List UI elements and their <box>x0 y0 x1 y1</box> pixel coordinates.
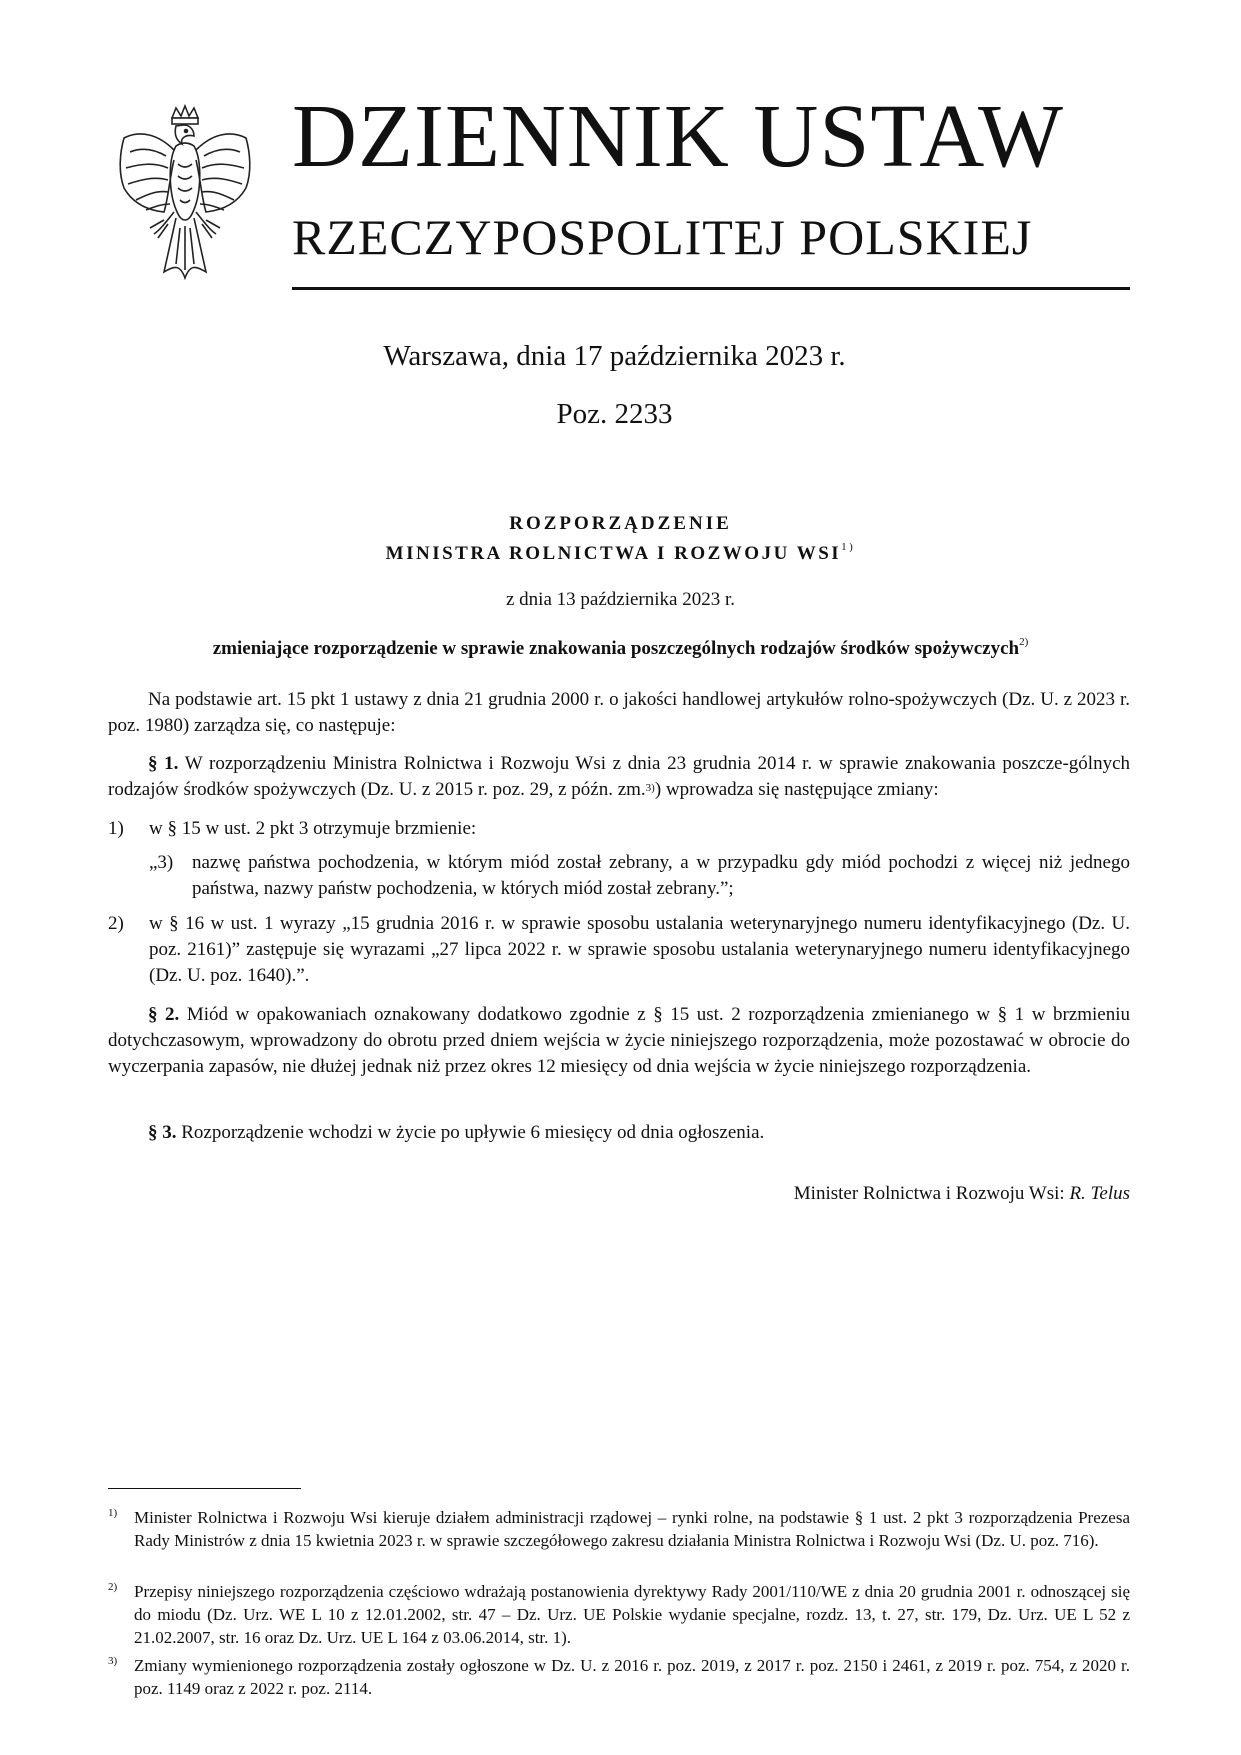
footnote-text: Minister Rolnictwa i Rozwoju Wsi kieruje działem administracji rządowej – rynki rolne, na podstawie § 1 ust. 2 pkt 3 rozporządzenia Prezesa Rady Ministrów z dnia 15 kwietnia 2023 r. w sprawie szczegółowego zakresu działania Ministra Rolnictwa i Rozwoju Wsi (Dz. U. poz. 716). <box>134 1508 1130 1550</box>
footnote-mark: 2) <box>108 1581 118 1593</box>
act-type: ROZPORZĄDZENIE <box>509 513 732 534</box>
act-authority <box>0 543 1241 565</box>
section-1-label: § 1. <box>148 753 179 774</box>
footnote-ref-3: 3) <box>645 782 655 794</box>
preamble <box>108 687 1130 739</box>
footnote-mark: 1) <box>108 1507 118 1519</box>
section-2-paragraph <box>108 1002 1130 1080</box>
section-1-paragraph <box>108 751 1130 803</box>
section-2-text: Miód w opakowaniach oznakowany dodatkowo zgodnie z § 15 ust. 2 rozporządzenia zmienianego w § 1 w brzmieniu dotychczasowym, wprowadzony do obrotu przed dniem wejścia w życie niniejszego rozporządzenia, może pozostawać w obrocie do wyczerpania zapasów, nie dłużej jednak niż przez okres 12 miesięcy od dnia wejścia w życie niniejszego rozporządzenia. <box>108 1004 1130 1077</box>
amendment-number: 1) <box>108 818 124 839</box>
section-2 <box>108 1002 1130 1080</box>
footnote-mark: 3) <box>108 1655 118 1667</box>
act-date: z dnia 13 października 2023 r. <box>506 589 735 610</box>
section-1-text-b: ) wprowadza się następujące zmiany: <box>654 779 939 800</box>
quoted-provision <box>149 850 1130 902</box>
quoted-point-number: „3) <box>149 852 174 873</box>
footnote-text: Zmiany wymienionego rozporządzenia zostały ogłoszone w Dz. U. z 2016 r. poz. 2019, z 2017 r. poz. 2150 i 2461, z 2019 r. poz. 754, z 2020 r. poz. 1149 oraz z 2022 r. poz. 2114. <box>134 1656 1130 1698</box>
footnote-2 <box>108 1580 1130 1649</box>
section-3 <box>108 1120 1130 1146</box>
preamble-text: Na podstawie art. 15 pkt 1 ustawy z dnia 21 grudnia 2000 r. o jakości handlowej artykułów rolno-spożywczych (Dz. U. z 2023 r. poz. 1980) zarządza się, co następuje: <box>108 689 1130 736</box>
footnote-ref-2: 2) <box>1019 636 1029 648</box>
polish-eagle-emblem-icon <box>110 104 260 284</box>
quoted-point-text: nazwę państwa pochodzenia, w którym miód został zebrany, a w przypadku gdy miód pochodzi z więcej niż jednego państwa, nazwy państw pochodzenia, w których miód został zebrany.”; <box>192 852 1130 899</box>
journal-title: DZIENNIK USTAW <box>292 87 1064 186</box>
section-2-label: § 2. <box>148 1004 180 1025</box>
section-3-text: Rozporządzenie wchodzi w życie po upływie 6 miesięcy od dnia ogłoszenia. <box>181 1122 765 1143</box>
masthead-divider <box>292 287 1130 290</box>
signatory-role: Minister Rolnictwa i Rozwoju Wsi: <box>793 1183 1065 1204</box>
issue-place-date: Warszawa, dnia 17 października 2023 r. <box>383 340 846 372</box>
signatory-name: R. Telus <box>1069 1183 1130 1204</box>
section-1 <box>108 751 1130 803</box>
footnote-ref-1: 1) <box>841 541 856 553</box>
act-authority-text: MINISTRA ROLNICTWA I ROZWOJU WSI <box>385 543 842 564</box>
footnote-3 <box>108 1654 1130 1700</box>
act-title-text: zmieniające rozporządzenie w sprawie znakowania poszczególnych rodzajów środków spożywczych <box>212 638 1020 659</box>
amendment-text: w § 15 w ust. 2 pkt 3 otrzymuje brzmienie: <box>149 818 477 839</box>
issue-position: Poz. 2233 <box>556 398 673 430</box>
footnote-1 <box>108 1506 1130 1552</box>
footnote-divider <box>108 1488 301 1489</box>
section-3-paragraph <box>108 1120 1130 1146</box>
footnote-text: Przepisy niniejszego rozporządzenia częściowo wdrażają postanowienia dyrektywy Rady 2001/110/WE z dnia 20 grudnia 2001 r. odnoszącej się do miodu (Dz. Urz. WE L 10 z 12.01.2002, str. 47 – Dz. Urz. UE Polskie wydanie specjalne, rozdz. 13, t. 27, str. 179, Dz. Urz. UE L 52 z 21.02.2007, str. 16 oraz Dz. Urz. UE L 164 z 03.06.2014, str. 1). <box>134 1582 1130 1647</box>
act-title <box>0 638 1241 660</box>
signature <box>794 1183 1130 1205</box>
journal-subtitle: RZECZYPOSPOLITEJ POLSKIEJ <box>292 209 1033 265</box>
amendment-number: 2) <box>108 913 124 934</box>
amendment-item <box>108 911 1130 989</box>
section-1-text-a: W rozporządzeniu Ministra Rolnictwa i Rozwoju Wsi z dnia 23 grudnia 2014 r. w sprawie znakowania poszcze-gólnych rodzajów środków spożywczych (Dz. U. z 2015 r. poz. 29, z późn. zm. <box>108 753 1131 800</box>
amendment-item <box>108 816 1130 842</box>
section-3-label: § 3. <box>148 1122 177 1143</box>
amendment-text: w § 16 w ust. 1 wyrazy „15 grudnia 2016 r. w sprawie sposobu ustalania weterynaryjnego numeru identyfikacyjnego (Dz. U. poz. 2161)” zastępuje się wyrazami „27 lipca 2022 r. w sprawie sposobu ustalania weterynaryjnego numeru identyfikacyjnego (Dz. U. poz. 1640).”. <box>149 913 1130 986</box>
